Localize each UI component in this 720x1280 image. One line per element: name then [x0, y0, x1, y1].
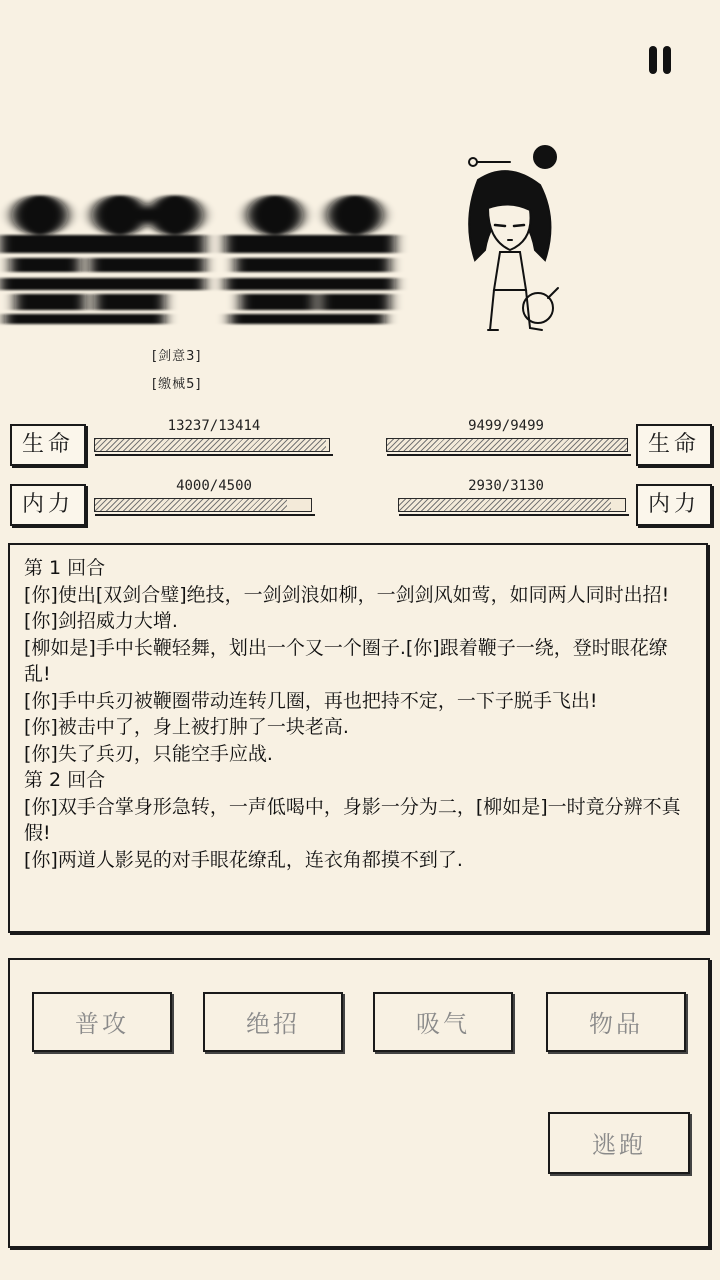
- log-line: [你]失了兵刃，只能空手应战.: [24, 742, 273, 765]
- enemy-mp-label: 内力: [636, 484, 712, 526]
- log-round-header: 第 2 回合: [24, 769, 106, 791]
- log-line: [你]两道人影晃的对手眼花缭乱，连衣角都摸不到了.: [24, 848, 463, 871]
- log-line: [你]剑招威力大增.: [24, 610, 178, 632]
- enemy-mp-value: 2930/3130: [468, 478, 544, 494]
- breathe-button[interactable]: 吸气: [373, 992, 513, 1052]
- log-line: [你]双手合掌身形急转，一声低喝中，身影一分为二，[柳如是]一时竟分辨不真假!: [24, 795, 681, 844]
- log-line: [你]手中兵刃被鞭圈带动连转几圈，再也把持不定，一下子脱手飞出!: [24, 689, 598, 712]
- log-round-header: 第 1 回合: [24, 557, 106, 579]
- log-line: [你]使出[双剑合璧]绝技，一剑剑浪如柳，一剑剑风如莺，如同两人同时出招!: [24, 583, 670, 606]
- battle-log[interactable]: [8, 543, 708, 933]
- pause-icon: [649, 46, 657, 74]
- log-line: [柳如是]手中长鞭轻舞，划出一个又一个圈子.[你]跟着鞭子一绕，登时眼花缭乱!: [24, 636, 668, 685]
- items-button[interactable]: 物品: [546, 992, 686, 1052]
- pause-button[interactable]: [646, 46, 676, 76]
- flee-button[interactable]: 逃跑: [548, 1112, 690, 1174]
- enemy-character: [450, 140, 570, 340]
- enemy-mp-bar: [398, 498, 626, 512]
- player-mp-label: 内力: [10, 484, 86, 526]
- status-effect-sword-intent: [剑意3]: [152, 349, 202, 364]
- player-mp-bar: [94, 498, 312, 512]
- attack-button[interactable]: 普攻: [32, 992, 172, 1052]
- player-hp-value: 13237/13414: [167, 418, 261, 434]
- log-line: [你]被击中了，身上被打肿了一块老高.: [24, 716, 349, 738]
- ultimate-button[interactable]: 绝招: [203, 992, 343, 1052]
- player-hp-label: 生命: [10, 424, 86, 466]
- enemy-hp-label: 生命: [636, 424, 712, 466]
- enemy-hp-value: 9499/9499: [468, 418, 544, 434]
- player-shadow-clones: [0, 190, 420, 340]
- enemy-hp-bar: [386, 438, 628, 452]
- player-mp-value: 4000/4500: [176, 478, 252, 494]
- clone-figure-1: [0, 195, 90, 324]
- status-effect-disarmed: [缴械5]: [152, 377, 202, 392]
- player-hp-bar: [94, 438, 330, 452]
